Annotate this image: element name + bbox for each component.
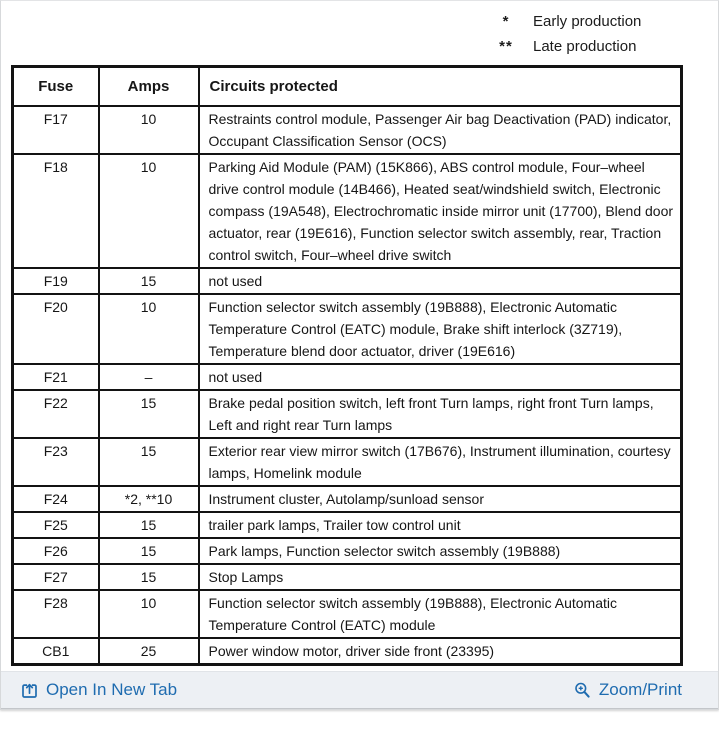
fuse-id-cell: F24 — [13, 486, 99, 512]
fuse-id-cell: F19 — [13, 268, 99, 294]
legend-row — [493, 34, 641, 59]
diagram-canvas — [1, 1, 718, 671]
fuse-id-cell: F23 — [13, 438, 99, 486]
amps-cell: 15 — [99, 268, 199, 294]
circuits-cell: Parking Aid Module (PAM) (15K866), ABS control module, Four–wheel drive control module (14B466), Heated seat/windshield switch, Electronic compass (19A548), Electrochromatic inside mirror unit (17700), Blend door actuator, rear (19E616), Function selector switch assembly, rear, Traction control switch, Four–wheel drive switch — [199, 154, 682, 268]
table-row — [13, 438, 682, 486]
fuse-id-cell: F27 — [13, 564, 99, 590]
circuits-cell: Park lamps, Function selector switch assembly (19B888) — [199, 538, 682, 564]
circuits-cell: Function selector switch assembly (19B888), Electronic Automatic Temperature Control (EATC) module — [199, 590, 682, 638]
viewer-toolbar — [1, 671, 718, 709]
legend-label: Early production — [533, 13, 642, 30]
zoom-print-label: Zoom/Print — [598, 680, 682, 699]
fuse-id-cell: F22 — [13, 390, 99, 438]
circuits-cell: Function selector switch assembly (19B888), Electronic Automatic Temperature Control (EATC) module, Brake shift interlock (3Z719), Temperature blend door actuator, driver (19E616) — [199, 294, 682, 364]
amps-cell: 15 — [99, 512, 199, 538]
amps-cell: 10 — [99, 590, 199, 638]
table-row — [13, 294, 682, 364]
column-header-amps: Amps — [99, 67, 199, 107]
amps-cell: 15 — [99, 390, 199, 438]
table-row — [13, 390, 682, 438]
amps-cell: 15 — [99, 438, 199, 486]
circuits-cell: Stop Lamps — [199, 564, 682, 590]
circuits-cell: Brake pedal position switch, left front Turn lamps, right front Turn lamps, Left and right rear Turn lamps — [199, 390, 682, 438]
amps-cell: 10 — [99, 294, 199, 364]
fuse-id-cell: F26 — [13, 538, 99, 564]
amps-cell: 10 — [99, 106, 199, 154]
open-in-new-tab-label: Open In New Tab — [46, 680, 178, 699]
table-row — [13, 512, 682, 538]
open-in-new-tab-link[interactable] — [21, 680, 177, 700]
table-row — [13, 364, 682, 390]
column-header-circuits: Circuits protected — [199, 67, 682, 107]
circuits-cell: Restraints control module, Passenger Air bag Deactivation (PAD) indicator, Occupant Classification Sensor (OCS) — [199, 106, 682, 154]
amps-cell: 25 — [99, 638, 199, 665]
table-row — [13, 154, 682, 268]
table-header-row — [13, 67, 682, 107]
legend-label: Late production — [533, 38, 637, 55]
circuits-cell: Power window motor, driver side front (23395) — [199, 638, 682, 665]
fuse-table-body — [13, 106, 682, 665]
amps-cell: – — [99, 364, 199, 390]
amps-cell: *2, **10 — [99, 486, 199, 512]
table-row — [13, 564, 682, 590]
table-row — [13, 486, 682, 512]
circuits-cell: Instrument cluster, Autolamp/sunload sensor — [199, 486, 682, 512]
column-header-fuse: Fuse — [13, 67, 99, 107]
fuse-id-cell: F28 — [13, 590, 99, 638]
circuits-cell: trailer park lamps, Trailer tow control unit — [199, 512, 682, 538]
table-row — [13, 268, 682, 294]
table-row — [13, 538, 682, 564]
open-in-new-tab-icon — [21, 682, 38, 699]
legend-marker: ** — [499, 38, 513, 55]
fuse-table — [11, 65, 683, 666]
circuits-cell: not used — [199, 268, 682, 294]
table-row — [13, 638, 682, 665]
circuits-cell: not used — [199, 364, 682, 390]
amps-cell: 15 — [99, 564, 199, 590]
zoom-print-link[interactable] — [574, 680, 682, 700]
fuse-id-cell: F17 — [13, 106, 99, 154]
magnifier-plus-icon — [574, 682, 591, 699]
amps-cell: 10 — [99, 154, 199, 268]
amps-cell: 15 — [99, 538, 199, 564]
production-legend — [493, 9, 641, 59]
fuse-id-cell: CB1 — [13, 638, 99, 665]
fuse-id-cell: F21 — [13, 364, 99, 390]
fuse-id-cell: F20 — [13, 294, 99, 364]
circuits-cell: Exterior rear view mirror switch (17B676), Instrument illumination, courtesy lamps, Homelink module — [199, 438, 682, 486]
legend-row — [493, 9, 641, 34]
table-row — [13, 590, 682, 638]
legend-marker: * — [502, 13, 510, 30]
fuse-id-cell: F18 — [13, 154, 99, 268]
table-row — [13, 106, 682, 154]
fuse-id-cell: F25 — [13, 512, 99, 538]
